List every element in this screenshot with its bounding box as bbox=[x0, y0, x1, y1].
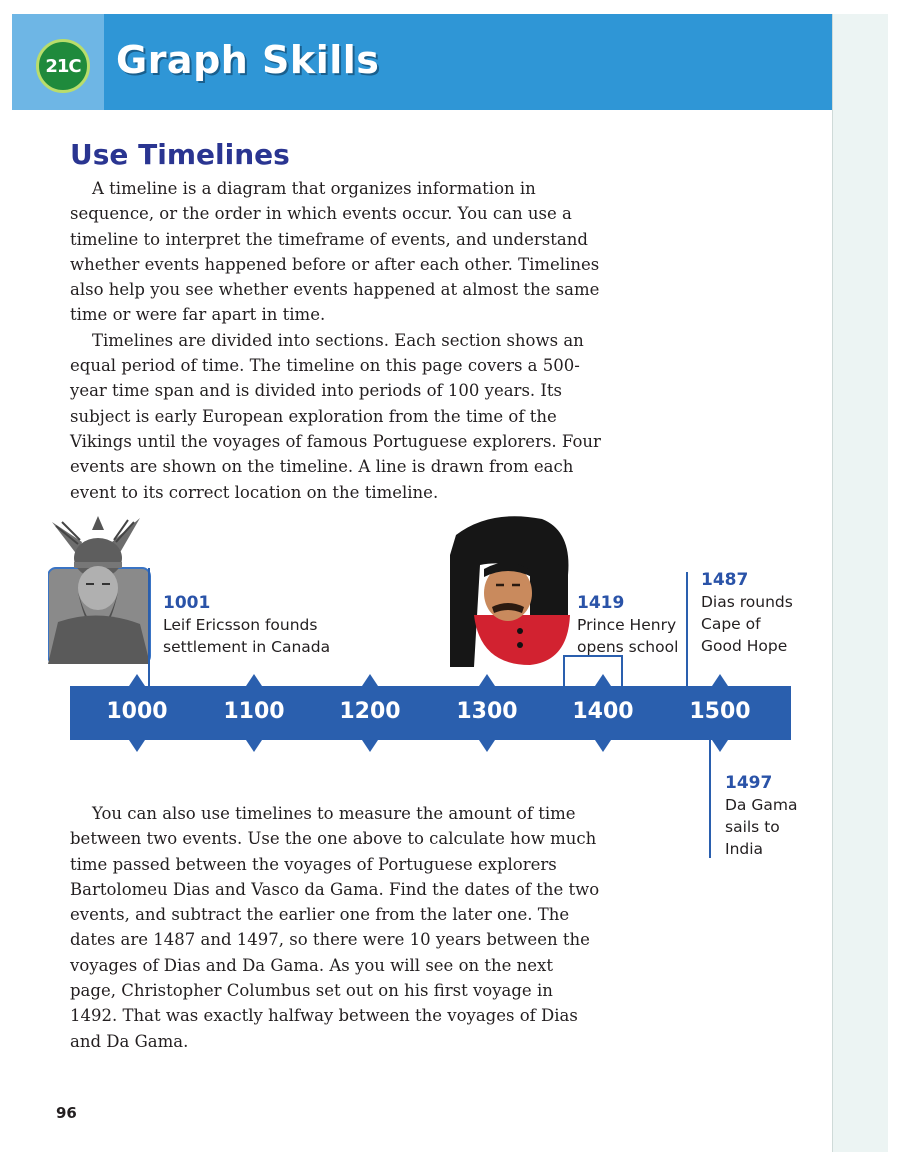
tick-marker-up bbox=[595, 674, 611, 686]
event-year: 1487 bbox=[701, 570, 749, 590]
paragraph-1: A timeline is a diagram that organizes information in sequence, or the order in which events occur. You can use a timeline to interpret the timeframe of events, and understand whether events happened before or after each other. Timelines also help you see whether events happened at almost the same time or were far apart in time. bbox=[70, 179, 600, 325]
paragraph-2: Timelines are divided into sections. Each section shows an equal period of time. The timeline on this page covers a 500-year time span and is divided into periods of 100 years. Its subject is early European exploration from the time of the Vikings until the voyages of famous Portuguese explorers. Four events are shown on the timeline. A line is drawn from each event to its correct location on the timeline. bbox=[70, 330, 601, 502]
tick-marker-up bbox=[479, 674, 495, 686]
event-year: 1001 bbox=[163, 593, 211, 613]
event-1419 bbox=[577, 592, 678, 658]
lesson-badge: 21C bbox=[36, 39, 90, 93]
tick-marker-up bbox=[129, 674, 145, 686]
tick-label-1400: 1400 bbox=[572, 699, 634, 724]
event-year: 1419 bbox=[577, 593, 625, 613]
tick-marker-up bbox=[246, 674, 262, 686]
leader-line-1419-vertical bbox=[563, 655, 565, 686]
tick-marker-up bbox=[712, 674, 728, 686]
event-text-line: Good Hope bbox=[701, 637, 788, 655]
tick-label-1100: 1100 bbox=[223, 699, 285, 724]
page-header-title: Graph Skills bbox=[116, 38, 380, 82]
event-text-line: Prince Henry bbox=[577, 616, 677, 634]
event-year: 1497 bbox=[725, 773, 773, 793]
tick-marker-up bbox=[362, 674, 378, 686]
event-text-line: Leif Ericsson founds bbox=[163, 616, 318, 634]
event-text-line: Da Gama bbox=[725, 796, 798, 814]
tick-marker-down bbox=[362, 740, 378, 752]
page-edge-strip bbox=[832, 14, 888, 1152]
tick-label-1000: 1000 bbox=[106, 699, 168, 724]
event-1487 bbox=[701, 569, 793, 657]
section-title: Use Timelines bbox=[70, 138, 290, 171]
tick-marker-down bbox=[246, 740, 262, 752]
event-text-line: sails to bbox=[725, 818, 780, 836]
page-number: 96 bbox=[56, 1104, 77, 1122]
event-1497 bbox=[725, 772, 797, 860]
event-text-line: opens school bbox=[577, 638, 679, 656]
event-text-line: Cape of bbox=[701, 615, 761, 633]
bottom-text bbox=[70, 801, 600, 1054]
leader-line-1001 bbox=[148, 568, 150, 686]
tick-label-1300: 1300 bbox=[456, 699, 518, 724]
leader-line-1419-drop bbox=[621, 655, 623, 686]
tick-label-1200: 1200 bbox=[339, 699, 401, 724]
leader-line-1487 bbox=[686, 572, 688, 686]
tick-marker-down bbox=[595, 740, 611, 752]
event-text-line: Dias rounds bbox=[701, 593, 793, 611]
intro-text bbox=[70, 176, 610, 505]
tick-marker-down bbox=[129, 740, 145, 752]
tick-label-1500: 1500 bbox=[689, 699, 751, 724]
paragraph-3: You can also use timelines to measure the amount of time between two events. Use the one above to calculate how much time passed between the voyages of Portuguese explorers Bartolomeu Dias and Vasco da Gama. Find the dates of the two events, and subtract the earlier one from the later one. The dates are 1487 and 1497, so there were 10 years between the voyages of Dias and Da Gama. As you will see on the next page, Christopher Columbus set out on his first voyage in 1492. That was exactly halfway between the voyages of Dias and Da Gama. bbox=[70, 804, 600, 1051]
viking-portrait-image bbox=[48, 512, 152, 664]
event-1001 bbox=[163, 592, 330, 658]
event-text-line: India bbox=[725, 840, 764, 858]
tick-marker-down bbox=[479, 740, 495, 752]
event-text-line: settlement in Canada bbox=[163, 638, 331, 656]
leader-line-1497 bbox=[709, 740, 711, 858]
tick-marker-down bbox=[712, 740, 728, 752]
prince-henry-portrait-image bbox=[450, 515, 572, 667]
